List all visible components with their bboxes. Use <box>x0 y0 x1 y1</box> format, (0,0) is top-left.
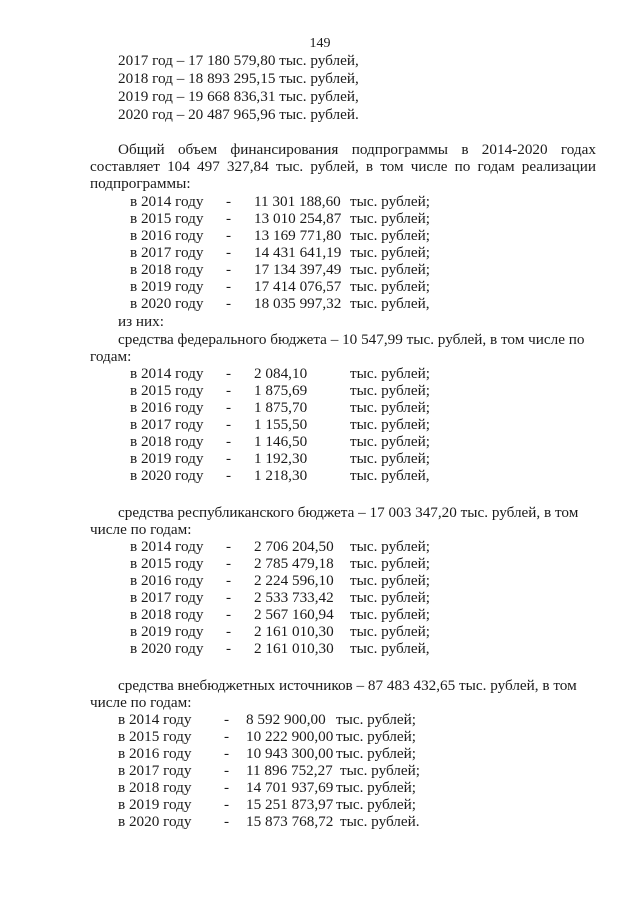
row-dash: - <box>226 210 232 227</box>
row-amount: 11 896 752,27 <box>246 762 333 779</box>
row-amount: 2 706 204,50 <box>254 538 334 555</box>
intro-line-2020: 2020 год – 20 487 965,96 тыс. рублей. <box>118 106 359 123</box>
row-unit: тыс. рублей; <box>350 193 430 210</box>
row-year: в 2016 году <box>130 572 204 589</box>
row-unit: тыс. рублей; <box>336 711 416 728</box>
row-amount: 1 146,50 <box>254 433 308 450</box>
row-unit: тыс. рублей; <box>350 555 430 572</box>
row-dash: - <box>226 450 232 467</box>
row-year: в 2018 году <box>130 433 204 450</box>
extrabudgetary-paragraph-line1: средства внебюджетных источников – 87 483 432,65 тыс. рублей, в том <box>118 677 577 694</box>
row-dash: - <box>226 278 232 295</box>
row-year: в 2018 году <box>130 261 204 278</box>
row-dash: - <box>224 813 230 830</box>
row-amount: 2 161 010,30 <box>254 623 334 640</box>
row-amount: 2 567 160,94 <box>254 606 334 623</box>
row-amount: 2 533 733,42 <box>254 589 334 606</box>
republican-paragraph-line1: средства республиканского бюджета – 17 003 347,20 тыс. рублей, в том <box>118 504 579 521</box>
row-amount: 13 010 254,87 <box>254 210 342 227</box>
row-unit: тыс. рублей, <box>350 295 430 312</box>
row-unit: тыс. рублей; <box>350 365 430 382</box>
row-amount: 11 301 188,60 <box>254 193 341 210</box>
row-dash: - <box>226 193 232 210</box>
row-amount: 1 218,30 <box>254 467 308 484</box>
row-dash: - <box>224 796 230 813</box>
row-amount: 14 431 641,19 <box>254 244 342 261</box>
row-unit: тыс. рублей; <box>350 538 430 555</box>
intro-line-2017: 2017 год – 17 180 579,80 тыс. рублей, <box>118 52 359 69</box>
row-amount: 2 224 596,10 <box>254 572 334 589</box>
row-year: в 2014 году <box>130 538 204 555</box>
page-number: 149 <box>309 36 331 51</box>
row-unit: тыс. рублей; <box>350 278 430 295</box>
row-unit: тыс. рублей; <box>350 416 430 433</box>
federal-paragraph-line1: средства федерального бюджета – 10 547,99 тыс. рублей, в том числе по <box>118 331 585 348</box>
row-dash: - <box>226 433 232 450</box>
row-year: в 2015 году <box>130 555 204 572</box>
row-dash: - <box>226 261 232 278</box>
row-dash: - <box>226 555 232 572</box>
row-dash: - <box>226 572 232 589</box>
republican-paragraph-line2: числе по годам: <box>90 521 192 538</box>
row-unit: тыс. рублей; <box>350 399 430 416</box>
intro-line-2018: 2018 год – 18 893 295,15 тыс. рублей, <box>118 70 359 87</box>
row-dash: - <box>224 762 230 779</box>
row-amount: 17 414 076,57 <box>254 278 342 295</box>
row-year: в 2016 году <box>130 399 204 416</box>
row-dash: - <box>226 295 232 312</box>
total-paragraph-line3: подпрограммы: <box>90 175 191 192</box>
row-amount: 17 134 397,49 <box>254 261 342 278</box>
extrabudgetary-paragraph-line2: числе по годам: <box>90 694 192 711</box>
row-amount: 18 035 997,32 <box>254 295 342 312</box>
row-amount: 2 785 479,18 <box>254 555 334 572</box>
row-unit: тыс. рублей; <box>336 728 416 745</box>
row-unit: тыс. рублей; <box>336 745 416 762</box>
row-year: в 2019 году <box>118 796 192 813</box>
row-unit: тыс. рублей; <box>350 244 430 261</box>
row-year: в 2015 году <box>130 382 204 399</box>
row-dash: - <box>226 416 232 433</box>
row-amount: 8 592 900,00 <box>246 711 326 728</box>
row-dash: - <box>226 606 232 623</box>
total-paragraph-line1: Общий объем финансирования подпрограммы в 2014-2020 годах <box>118 141 596 158</box>
row-unit: тыс. рублей; <box>350 433 430 450</box>
row-year: в 2017 году <box>130 244 204 261</box>
row-dash: - <box>224 779 230 796</box>
row-unit: тыс. рублей; <box>336 796 416 813</box>
row-year: в 2016 году <box>118 745 192 762</box>
row-unit: тыс. рублей; <box>350 623 430 640</box>
row-year: в 2017 году <box>118 762 192 779</box>
row-year: в 2017 году <box>130 589 204 606</box>
row-amount: 14 701 937,69 <box>246 779 334 796</box>
row-year: в 2020 году <box>118 813 192 830</box>
row-year: в 2016 году <box>130 227 204 244</box>
row-unit: тыс. рублей; <box>340 762 420 779</box>
row-amount: 1 875,69 <box>254 382 308 399</box>
row-amount: 1 875,70 <box>254 399 308 416</box>
row-dash: - <box>226 538 232 555</box>
row-unit: тыс. рублей; <box>350 227 430 244</box>
row-unit: тыс. рублей; <box>336 779 416 796</box>
row-unit: тыс. рублей; <box>350 606 430 623</box>
row-amount: 13 169 771,80 <box>254 227 342 244</box>
of-which-label: из них: <box>118 313 164 330</box>
row-year: в 2019 году <box>130 450 204 467</box>
row-unit: тыс. рублей; <box>350 210 430 227</box>
row-unit: тыс. рублей; <box>350 589 430 606</box>
row-amount: 15 251 873,97 <box>246 796 334 813</box>
row-year: в 2020 году <box>130 640 204 657</box>
row-amount: 15 873 768,72 <box>246 813 334 830</box>
row-unit: тыс. рублей; <box>350 450 430 467</box>
row-dash: - <box>226 227 232 244</box>
row-dash: - <box>226 589 232 606</box>
row-dash: - <box>224 745 230 762</box>
row-dash: - <box>224 728 230 745</box>
row-year: в 2020 году <box>130 467 204 484</box>
row-amount: 1 155,50 <box>254 416 308 433</box>
row-amount: 2 084,10 <box>254 365 308 382</box>
row-amount: 1 192,30 <box>254 450 308 467</box>
row-year: в 2014 году <box>130 193 204 210</box>
row-year: в 2020 году <box>130 295 204 312</box>
row-year: в 2015 году <box>118 728 192 745</box>
row-dash: - <box>226 382 232 399</box>
row-unit: тыс. рублей; <box>350 572 430 589</box>
row-unit: тыс. рублей, <box>350 640 430 657</box>
row-year: в 2019 году <box>130 623 204 640</box>
intro-line-2019: 2019 год – 19 668 836,31 тыс. рублей, <box>118 88 359 105</box>
row-year: в 2018 году <box>118 779 192 796</box>
row-dash: - <box>226 467 232 484</box>
federal-paragraph-line2: годам: <box>90 348 132 365</box>
row-unit: тыс. рублей, <box>350 467 430 484</box>
row-dash: - <box>226 399 232 416</box>
row-dash: - <box>226 623 232 640</box>
row-unit: тыс. рублей; <box>350 261 430 278</box>
row-dash: - <box>226 244 232 261</box>
row-unit: тыс. рублей; <box>350 382 430 399</box>
row-dash: - <box>224 711 230 728</box>
row-amount: 10 222 900,00 <box>246 728 334 745</box>
total-paragraph-line2: составляет 104 497 327,84 тыс. рублей, в том числе по годам реализации <box>90 158 596 175</box>
row-year: в 2018 году <box>130 606 204 623</box>
row-amount: 10 943 300,00 <box>246 745 334 762</box>
row-dash: - <box>226 640 232 657</box>
row-year: в 2015 году <box>130 210 204 227</box>
row-unit: тыс. рублей. <box>340 813 420 830</box>
row-year: в 2014 году <box>118 711 192 728</box>
row-dash: - <box>226 365 232 382</box>
row-year: в 2014 году <box>130 365 204 382</box>
row-amount: 2 161 010,30 <box>254 640 334 657</box>
row-year: в 2019 году <box>130 278 204 295</box>
row-year: в 2017 году <box>130 416 204 433</box>
